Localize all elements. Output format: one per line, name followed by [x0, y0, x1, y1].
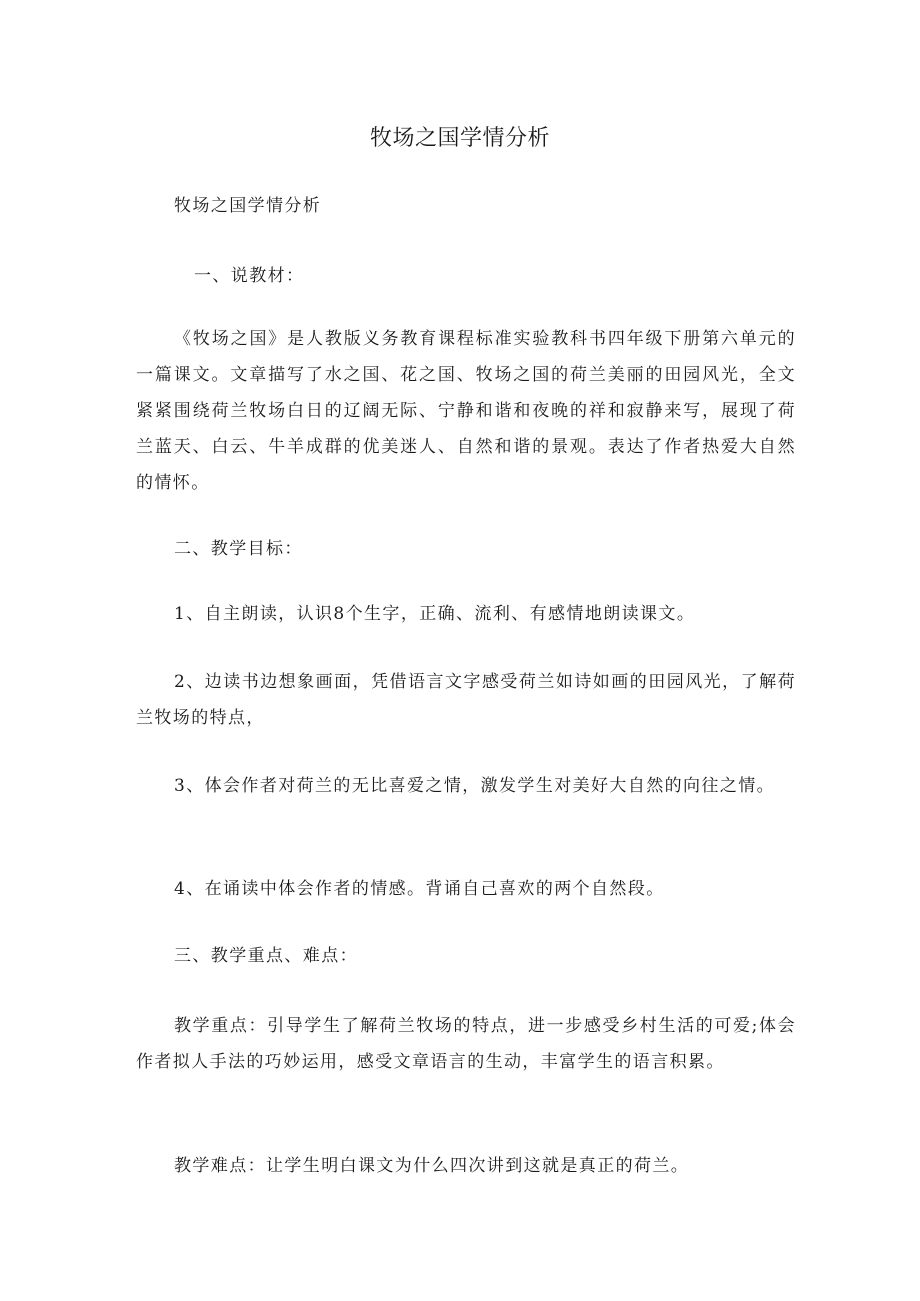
document-subtitle: 牧场之国学情分析 — [174, 196, 322, 216]
paragraph-key-point: 教学重点：引导学生了解荷兰牧场的特点，进一步感受乡村生活的可爱;体会作者拟人手法的巧妙运用，感受文章语言的生动，丰富学生的语言积累。 — [136, 1016, 796, 1072]
paragraph-difficult-point: 教学难点：让学生明白课文为什么四次讲到这就是真正的荷兰。 — [174, 1156, 690, 1176]
document-title: 牧场之国学情分析 — [369, 126, 550, 151]
section-heading-textbook: 一、说教材： — [194, 266, 305, 286]
goal-item-1: 1、自主朗读，认识8个生字，正确、流利、有感情地朗读课文。 — [174, 604, 696, 624]
section-heading-goals: 二、教学目标： — [174, 539, 303, 559]
goal-item-4: 4、在诵读中体会作者的情感。背诵自己喜欢的两个自然段。 — [174, 879, 665, 899]
paragraph-textbook-description: 《牧场之国》是人教版义务教育课程标准实验教科书四年级下册第六单元的一篇课文。文章描写了水之国、花之国、牧场之国的荷兰美丽的田园风光，全文紧紧围绕荷兰牧场白日的辽阔无际、宁静和谐和夜晚的祥和寂静来写，展现了荷兰蓝天、白云、牛羊成群的优美迷人、自然和谐的景观。表达了作者热爱大自然的情怀。 — [136, 329, 796, 493]
goal-item-2: 2、边读书边想象画面，凭借语言文字感受荷兰如诗如画的田园风光，了解荷兰牧场的特点， — [136, 672, 796, 728]
goal-item-3: 3、体会作者对荷兰的无比喜爱之情，激发学生对美好大自然的向往之情。 — [174, 776, 776, 796]
section-heading-key-points: 三、教学重点、难点： — [174, 946, 358, 966]
